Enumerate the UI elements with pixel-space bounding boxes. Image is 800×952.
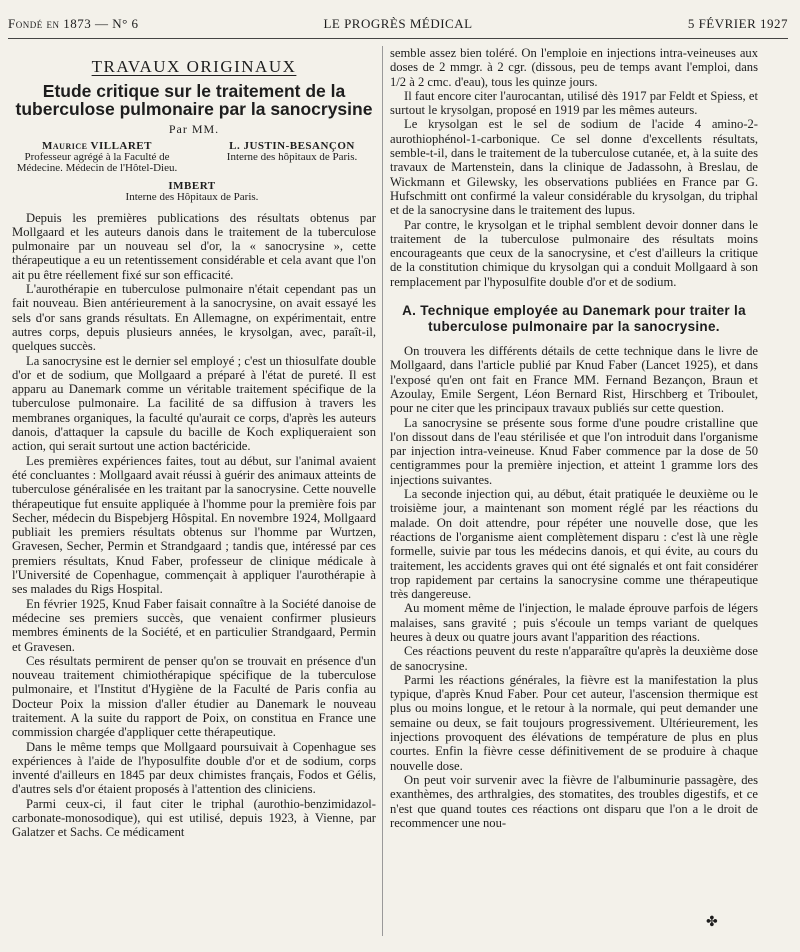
header-journal-title: LE PROGRÈS MÉDICAL — [323, 16, 473, 31]
author-role: Interne des hôpitaux de Paris. — [226, 150, 358, 163]
paragraph: Les premières expériences faites, tout au début, sur l'animal avaient été concluantes : Mollgaard avait réussi à guérir des animaux atteints de tuberculose généralisée en les traitant par la sanocrysine. Cette nouvelle thérapeutique fut ensuite appliquée à l'homme pour la première fois par Secher, médecin du Bispebjerg Hôspital. En novembre 1924, Mollgaard publiait les premiers résultats obtenus sur l'homme par Wurtzen, Gravesen, Secher, Permin et Strandgaard ; tandis que, intéressé par ces premiers résultats, Knud Faber, professeur de clinique médicale à l'Université de Copenhague, commençait à appliquer l'aurothérapie à ses malades du Rigs Hospital. — [12, 453, 376, 597]
article-title: Etude critique sur le traitement de la tuberculose pulmonaire par la sanocrysine — [15, 81, 373, 120]
author-block — [12, 141, 376, 211]
author-role: Professeur agrégé à la Faculté de Médecine. Médecin de l'Hôtel-Dieu. — [16, 150, 178, 174]
paragraph: En février 1925, Knud Faber faisait connaître à la Société danoise de médecine ses premiers succès, que venaient confirmer plusieurs membres éminents de la Société, et en particulier Strandgaard, Permin et Gravesen. — [12, 596, 376, 654]
ornament-icon: ✤ — [706, 915, 718, 930]
paragraph: Depuis les premières publications des résultats obtenus par Mollgaard et les auteurs danois dans le traitement de la tuberculose pulmonaire par un nouveau sel d'or, la « sanocrysine », cette thérapeutique a eu un retentissement considérable et cela avant que l'on ait pu être réellement fixé sur son efficacité. — [12, 210, 376, 282]
paragraph: On trouvera les différents détails de cette technique dans le livre de Mollgaard, dans l'article publié par Knud Faber (Lancet 1925), et dans l'exposé qu'en ont fait en France MM. Fernand Bezançon, Braun et Azoulay, Emile Sergent, Léon Bernard Rist, Hirschberg et Triboulet, pour ne citer que les principaux travaux publiés sur cette question. — [390, 344, 758, 416]
author-name: IMBERT — [168, 179, 216, 192]
left-column — [12, 46, 376, 840]
paragraph: Il faut encore citer l'aurocantan, utilisé dès 1917 par Feldt et Spiess, et surtout le krysolgan, proposé en 1919 par les mêmes auteurs. — [390, 88, 758, 118]
paragraph: Par contre, le krysolgan et le triphal semblent devoir donner dans le traitement de la tuberculose pulmonaire des résultats moins encourageants que ceux de la sanocrysine, et c'est d'ailleurs la critique de la constitution chimique du krysolgan qui a conduit Mollgaard à son remplacement par l'hyposulfite double d'or et de sodium. — [390, 217, 758, 289]
section-heading: A. Technique employée au Danemark pour traiter la tuberculose pulmonaire par la sanocrysine. — [402, 303, 746, 334]
author-name: L. JUSTIN-BESANÇON — [229, 139, 355, 152]
author-justin-besancon — [207, 141, 377, 163]
author-imbert — [107, 181, 277, 203]
column-divider — [382, 46, 383, 936]
paragraph: On peut voir survenir avec la fièvre de l'albuminurie passagère, des exanthèmes, des arthralgies, des stomatites, des troubles digestifs, et ce n'est que quand toutes ces réactions ont disparu que l'on a le droit de recommencer une nou- — [390, 772, 758, 830]
paragraph: Ces résultats permirent de penser qu'on se trouvait en présence d'un nouveau traitement chimiothérapique spécifique de la tuberculose pulmonaire, et l'Institut d'Hygiène de la Faculté de Paris confia au Docteur Poix la mission d'aller étudier au Danemark le nouveau traitement. A la suite du rapport de Poix, on constitua en France une commission chargée d'appliquer cette thérapeutique. — [12, 653, 376, 740]
right-column — [390, 46, 758, 830]
paragraph: semble assez bien toléré. On l'emploie en injections intra-veineuses aux doses de 2 mmgr. à 2 cgr. (dissous, peu de temps avant l'emploi, dans 1/2 à 2 cmc. d'eau), tous les quinze jours. — [390, 46, 758, 89]
paragraph: Dans le même temps que Mollgaard poursuivait à Copenhague ses expériences à l'aide de l'hyposulfite double d'or et de sodium, corps inventé d'ailleurs en 1845 par deux chimistes français, Fodos et Gélis, d'autres sels d'or étaient proposés à l'attention des cliniciens. — [12, 739, 376, 797]
paragraph: Parmi les réactions générales, la fièvre est la manifestation la plus typique, d'après Knud Faber. Pour cet auteur, l'ascension thermique est plus ou moins longue, et le retour à la normale, qui peut demander une semaine ou deux, se fait toujours progressivement. Ultérieurement, les injections provoquent des élévations de température de plus en plus courtes. Enfin la fièvre cesse définitivement de se produire à chaque nouvelle dose. — [390, 672, 758, 773]
section-rubric: TRAVAUX ORIGINAUX — [91, 57, 297, 76]
paragraph: Ces réactions peuvent du reste n'apparaître qu'après la deuxième dose de sanocrysine. — [390, 644, 758, 673]
running-header — [8, 12, 788, 39]
header-founded: Fondé en 1873 — N° 6 — [8, 16, 139, 31]
byline: Par MM. — [168, 122, 220, 137]
paragraph: La sanocrysine est le dernier sel employé ; c'est un thiosulfate double d'or et de sodium, que Mollgaard a préparé à l'état de pureté. Il est apparu au Danemark comme un véritable traitement spécifique de la tuberculose pulmonaire. La facilité de sa diffusion à travers les membranes organiques, la faculté qu'aurait ce corps, d'après les auteurs danois, d'attaquer la capsule du bacille de Koch expliqueraient son action, qui serait surtout une action bactéricide. — [12, 353, 376, 454]
paragraph: Le krysolgan est le sel de sodium de l'acide 4 amino-2-aurothiophénol-1-carbonique. Ce sel donne d'excellents résultats, semble-t-il, dans le traitement de la tuberculose cutanée, et, à la suite des travaux de Martenstein, dans la clinique de Jadassohn, à Breslau, de Wickmann et Gilewsky, les observations publiées en France par G. Hufschmitt ont confirmé la valeur considérable du krysolgan, du triphal et de la sanocrysine dans le traitement des lupus. — [390, 117, 758, 218]
paragraph: La sanocrysine se présente sous forme d'une poudre cristalline que l'on dissout dans de l'eau stérilisée et que l'on introduit dans l'organisme par injection intra-veineuse. Knud Faber commence par la dose de 50 centigrammes pour la première injection, et atteint 1 gramme lors des injections suivantes. — [390, 415, 758, 487]
paragraph: Au moment même de l'injection, le malade éprouve parfois de légers malaises, sans gravité ; puis s'écoule un temps variant de quelques heures à deux ou quatre jours avant l'apparition des réactions. — [390, 601, 758, 644]
header-date: 5 FÉVRIER 1927 — [687, 16, 788, 31]
author-villaret — [12, 141, 182, 174]
paragraph: Parmi ceux-ci, il faut citer le triphal (aurothio-benzimidazol-carbonate-monosodique), qui est utilisé, depuis 1923, à Vienne, par Galatzer et Sachs. Ce médicament — [12, 796, 376, 840]
paragraph: L'aurothérapie en tuberculose pulmonaire n'était cependant pas un fait nouveau. Bien antérieurement à la sanocrysine, on avait essayé les sels d'or sans grands résultats. En Allemagne, on expérimentait, entre autres corps, depuis plusieurs années, le krysolgan, avec, paraît-il, quelques succès. — [12, 282, 376, 354]
author-role: Interne des Hôpitaux de Paris. — [125, 190, 259, 203]
author-name: Maurice VILLARET — [42, 139, 152, 152]
paragraph: La seconde injection qui, au début, était pratiquée le deuxième ou le troisième jour, a maintenant son moment réglé par les réactions du malade. On doit attendre, pour répéter une nouvelle dose, que les réactions de l'organisme aient complètement disparu : c'est là une règle formelle, suivie par tous les médecins danois, et qui évite, au cours du traitement, les accidents graves qui ont été signalés et ont fait considérer trop rapidement par certains la sanocrysine comme une thérapeutique très dangereuse. — [390, 487, 758, 602]
